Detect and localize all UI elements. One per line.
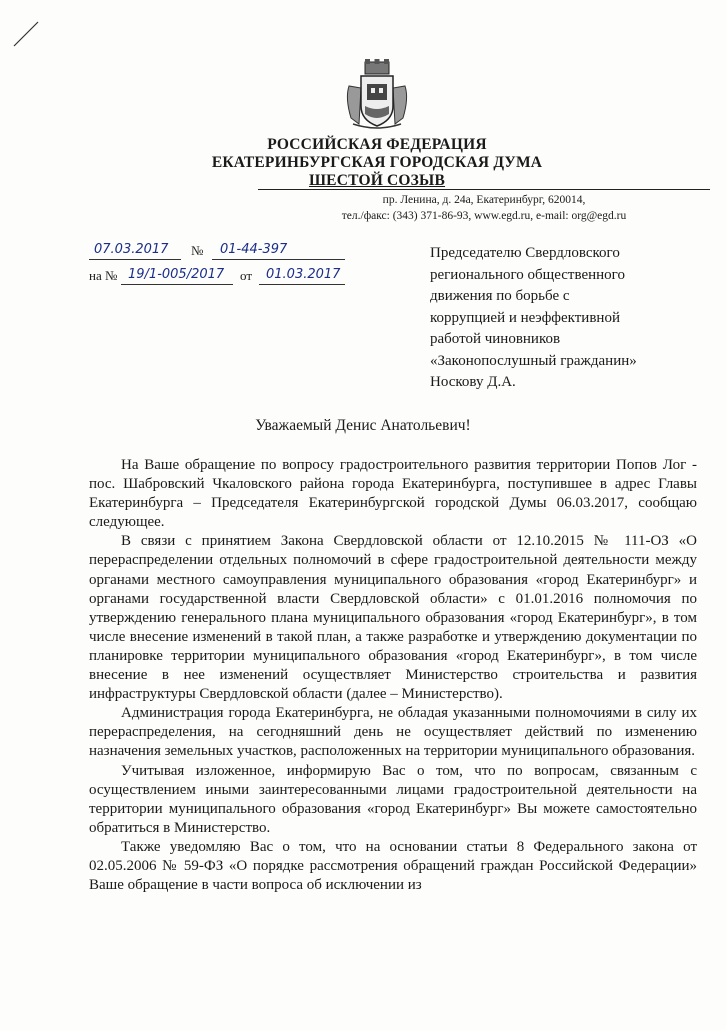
header-contacts: тел./факс: (343) 371-86-93, www.egd.ru, e-mail: org@egd.ru xyxy=(341,210,627,222)
header-line-1: РОССИЙСКАЯ ФЕДЕРАЦИЯ xyxy=(267,136,487,153)
recipient-line: движения по борьбе с xyxy=(430,288,570,304)
recipient-line: коррупцией и неэффективной xyxy=(430,309,620,326)
ref-date-label: от xyxy=(240,268,253,283)
date-underline xyxy=(89,259,181,260)
recipient-line: Председателю Свердловского xyxy=(430,245,620,261)
letter-body xyxy=(89,456,697,895)
pen-stroke-mark xyxy=(12,18,42,48)
recipient-line: «Законопослушный гражданин» xyxy=(430,352,637,369)
ref-number: 19/1-005/2017 xyxy=(128,267,225,282)
ref-date-underline xyxy=(259,284,345,285)
greeting: Уважаемый Денис Анатольевич! xyxy=(255,417,471,434)
recipient-name: Носкову Д.А. xyxy=(430,374,516,390)
header-divider xyxy=(258,189,710,190)
body-paragraph: На Ваше обращение по вопросу градостроительного развития территории Попов Лог - пос. Шабровский Чкаловского района города Екатеринбурга, поступившее в адрес Главы Екатеринбурга – Председателя Екатеринбургской городской Думы 06.03.2017, сообщаю следующее. xyxy=(89,457,697,531)
registration-date: 07.03.2017 xyxy=(94,242,169,257)
body-paragraph: Учитывая изложенное, информирую Вас о том, что по вопросам, связанным с осуществлением иными заинтересованными лицами градостроительной деятельности на территории муниципального образования «город Екатеринбург» Вы можете самостоятельно обратиться в Министерство. xyxy=(89,762,697,836)
header-line-3: ШЕСТОЙ СОЗЫВ xyxy=(308,172,446,189)
number-underline xyxy=(212,259,345,260)
recipient-line: регионального общественного xyxy=(430,266,625,283)
header-line-2: ЕКАТЕРИНБУРГСКАЯ ГОРОДСКАЯ ДУМА xyxy=(211,154,543,171)
recipient-block xyxy=(430,243,637,372)
ref-number-underline xyxy=(121,284,233,285)
recipient-line: работой чиновников xyxy=(430,331,561,347)
coat-of-arms-icon xyxy=(343,58,411,130)
body-paragraph: Также уведомляю Вас о том, что на основании статьи 8 Федерального закона от 02.05.2006 № 59-ФЗ «О порядке рассмотрения обращений граждан Российской Федерации» Ваше обращение в части вопроса об исключении из xyxy=(89,838,697,894)
ref-label: на № xyxy=(89,268,118,283)
body-paragraph: Администрация города Екатеринбурга, не обладая указанными полномочиями в силу их перераспределения, на сегодняшний день не осуществляет действий по изменению назначения земельных участков, расположенных на территории муниципального образования. xyxy=(89,705,697,760)
registration-number: 01-44-397 xyxy=(220,242,288,257)
body-paragraph: В связи с принятием Закона Свердловской области от 12.10.2015 № 111-ОЗ «О перераспределении отдельных полномочий в сфере градостроительной деятельности между органами местного самоуправления муниципального образования «город Екатеринбург» и органами государственной власти Свердловской области» с 01.01.2016 полномочия по утверждению генерального плана муниципального образования «город Екатеринбург», в том числе внесение изменений в такой план, а также разработке и утверждению документации по планировке территории муниципального образования «город Екатеринбург», в том числе внесение в нее изменений осуществляет Министерство строительства и развития инфраструктуры Свердловской области (далее – Министерство). xyxy=(89,533,697,703)
number-label: № xyxy=(191,243,204,258)
ref-date: 01.03.2017 xyxy=(266,267,341,282)
header-address: пр. Ленина, д. 24а, Екатеринбург, 620014, xyxy=(382,194,586,206)
